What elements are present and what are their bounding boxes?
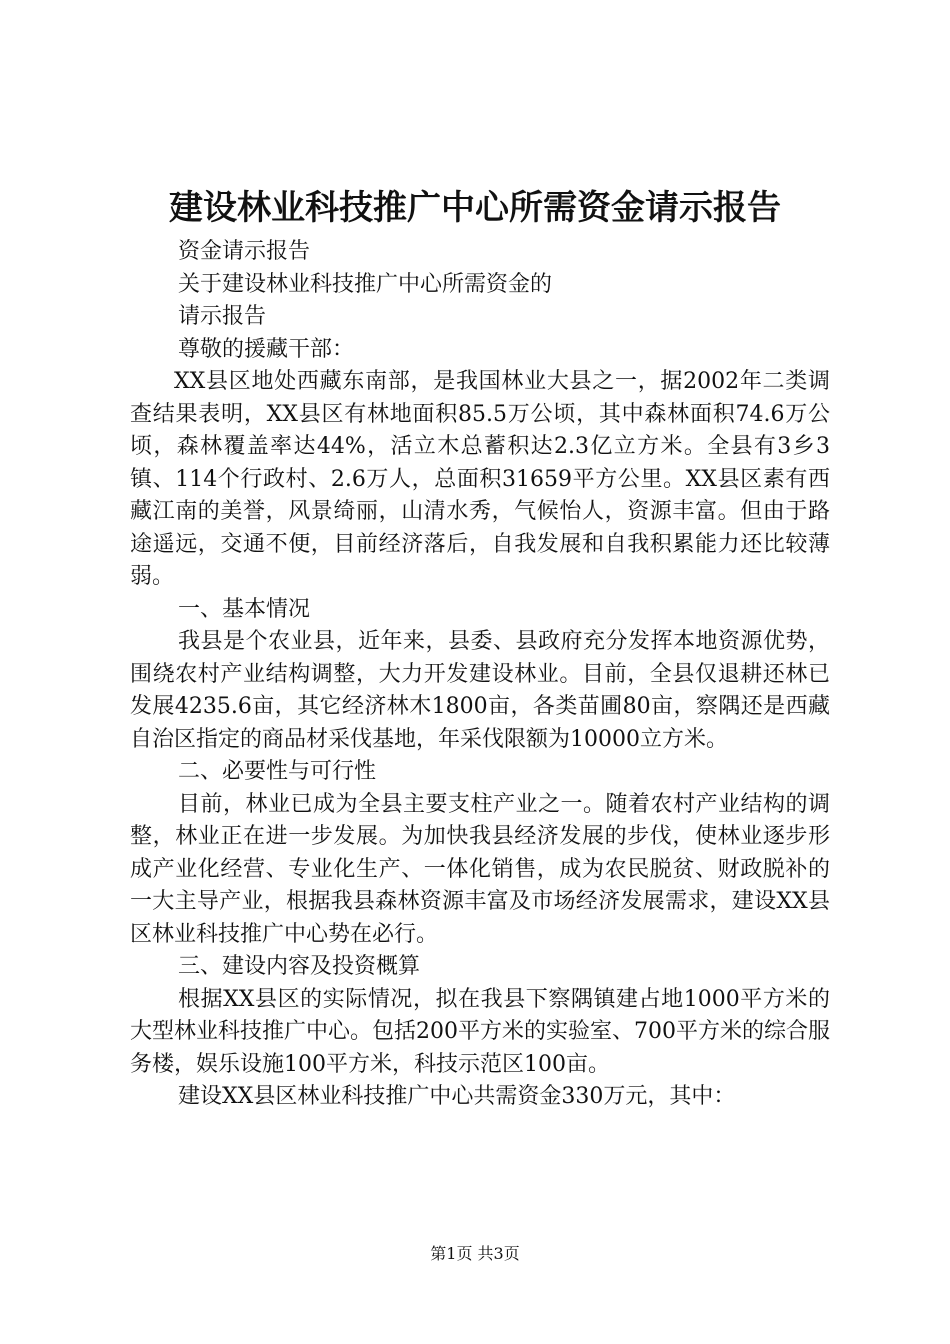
- section-heading: 一、基本情况: [178, 596, 311, 622]
- document-title: 建设林业科技推广中心所需资金请示报告: [169, 188, 781, 228]
- paragraph: 关于建设林业科技推广中心所需资金的: [178, 271, 553, 297]
- paragraph: 根据XX县区的实际情况，拟在我县下察隅镇建占地1000平方米的大型林业科技推广中心。包括200平方米的实验室、700平方米的综合服务楼，娱乐设施100平方米，科技示范区100亩。: [130, 986, 830, 1077]
- paragraph: 建设XX县区林业科技推广中心共需资金330万元，其中：: [178, 1084, 736, 1109]
- paragraph: 目前，林业已成为全县主要支柱产业之一。随着农村产业结构的调整，林业正在进一步发展。为加快我县经济发展的步伐，使林业逐步形成产业化经营、专业化生产、一体化销售，成为农民脱贫、财政脱补的一大主导产业，根据我县森林资源丰富及市场经济发展需求，建设XX县区林业科技推广中心势在必行。: [130, 791, 830, 947]
- paragraph: 尊敬的援藏干部：: [178, 336, 355, 362]
- section-heading: 二、必要性与可行性: [178, 759, 377, 784]
- paragraph: 资金请示报告: [178, 239, 311, 264]
- section-heading: 三、建设内容及投资概算: [178, 954, 421, 979]
- page-footer: 第1页 共3页: [430, 1244, 520, 1263]
- paragraph: XX县区地处西藏东南部，是我国林业大县之一，据2002年二类调查结果表明，XX县区有林地面积85.5万公顷，其中森林面积74.6万公顷，森林覆盖率达44%，活立木总蓄积达2.3亿立方米。全县有3乡3镇、114个行政村、2.6万人，总面积31659平方公里。XX县区素有西藏江南的美誉，风景绮丽，山清水秀，气候怡人，资源丰富。但由于路途遥远，交通不便，目前经济落后，自我发展和自我积累能力还比较薄弱。: [130, 369, 830, 589]
- paragraph: 我县是个农业县，近年来，县委、县政府充分发挥本地资源优势，围绕农村产业结构调整，大力开发建设林业。目前，全县仅退耕还林已发展4235.6亩，其它经济林木1800亩，各类苗圃80亩，察隅还是西藏自治区指定的商品材采伐基地，年采伐限额为10000立方米。: [130, 629, 830, 752]
- paragraph: 请示报告: [178, 304, 267, 329]
- document-body: [130, 236, 830, 1114]
